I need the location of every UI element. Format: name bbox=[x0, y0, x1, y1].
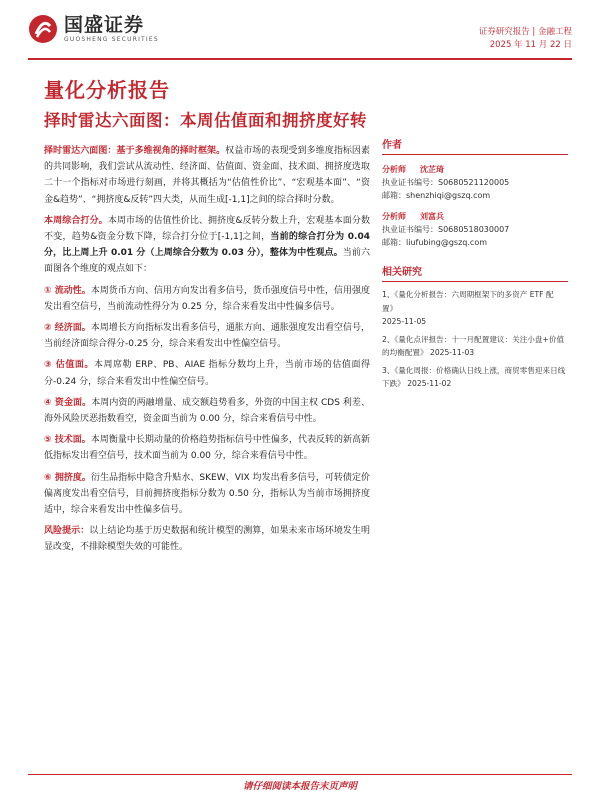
analyst-name: 刘富兵 bbox=[420, 212, 444, 221]
sidebar bbox=[382, 136, 568, 395]
author-heading: 作者 bbox=[382, 136, 568, 155]
footer-rule bbox=[28, 774, 572, 775]
related-list bbox=[382, 288, 568, 391]
analyst-license: 执业证书编号：S0680518030007 bbox=[382, 225, 510, 234]
paragraph-technical: ⑤ 技术面。本周衡量中长期动量的价格趋势指标信号中性偏多，代表反转的新高新低指标发出看空信号，技术面当前为 0.00 分，综合来看信号中性。 bbox=[44, 435, 370, 462]
header-meta bbox=[479, 26, 572, 52]
paragraph-crowding: ⑥ 拥挤度。衍生品指标中隐含升贴水、SKEW、VIX 均发出看多信号，可转债定价偏离度发出看空信号，目前拥挤度指标分数为 0.50 分，指标认为当前市场拥挤度适中，综合来看发出中性偏多信号。 bbox=[44, 472, 370, 516]
report-date: 2025 年 11 月 22 日 bbox=[489, 40, 572, 50]
related-heading: 相关研究 bbox=[382, 263, 568, 282]
doc-type: 量化分析报告 bbox=[44, 78, 170, 102]
related-item[interactable]: 3、《量化周报：价格确认日线上涨，商贸零售迎来日线下跌》 2025-11-02 bbox=[382, 365, 566, 388]
related-item[interactable]: 1、《量化分析报告：六周期框架下的多资产 ETF 配置》 2025-11-05 bbox=[382, 290, 554, 326]
analyst-license: 执业证书编号：S0680521120005 bbox=[382, 178, 510, 187]
footer-disclaimer: 请仔细阅读本报告末页声明 bbox=[242, 781, 357, 792]
analyst-block: 分析师 刘富兵 执业证书编号：S0680518030007 邮箱：liufubing@gszq.com bbox=[382, 210, 568, 249]
related-item[interactable]: 2、《量化点评报告：十一月配置建议：关注小盘+价值的均衡配置》 2025-11-03 bbox=[382, 334, 565, 357]
logo-cn: 国盛证券 bbox=[64, 14, 145, 36]
logo-en: GUOSHENG SECURITIES bbox=[64, 36, 159, 43]
header-rule bbox=[28, 58, 572, 60]
main-body bbox=[44, 143, 370, 561]
paragraph-valuation: ③ 估值面。本周席勒 ERP、PB、AIAE 指标分数均上升，当前市场的估值面得分-0.24 分，综合来看发出中性偏空信号。 bbox=[44, 360, 370, 387]
page-title: 择时雷达六面图：本周估值面和拥挤度好转 bbox=[44, 111, 367, 130]
paragraph-liquidity: ① 流动性。本周货币方向、信用方向发出看多信号，货币强度信号中性，信用强度发出看空信号，当前流动性得分为 0.25 分，综合来看发出中性偏多信号。 bbox=[44, 285, 370, 312]
analyst-email[interactable]: 邮箱：shenzhiqi@gszq.com bbox=[382, 191, 491, 200]
paragraph-risk: 风险提示：以上结论均基于历史数据和统计模型的测算，如果未来市场环境发生明显改变，不排除模型失效的可能性。 bbox=[44, 526, 370, 553]
guosheng-logo-icon bbox=[28, 14, 58, 44]
paragraph-economy: ② 经济面。本周增长方向指标发出看多信号，通胀方向、通胀强度发出看空信号，当前经济面综合得分-0.25 分，综合来看发出中性偏空信号。 bbox=[44, 323, 370, 350]
analyst-name: 沈芷琦 bbox=[420, 165, 444, 174]
report-category: 证券研究报告 | 金融工程 bbox=[478, 27, 572, 37]
paragraph-score: 本周综合打分。本周市场的估值性价比、拥挤度&反转分数上升，宏观基本面分数不变，趋势&资金分数下降，综合打分位于[-1,1]之间，当前的综合打分为 0.04 分，比上周上升 0.01 分（上周综合分数为 0.03 分），整体为中性观点。当前六面图各个维度的观点如下： bbox=[44, 215, 370, 275]
paragraph-funds: ④ 资金面。本周内资的两融增量、成交额趋势看多，外资的中国主权 CDS 利差、海外风险厌恶指数看空，资金面当前为 0.00 分，综合来看信号中性。 bbox=[44, 397, 370, 425]
company-logo bbox=[28, 14, 159, 44]
analyst-block: 分析师 沈芷琦 执业证书编号：S0680521120005 邮箱：shenzhiqi@gszq.com bbox=[382, 163, 568, 202]
paragraph-framework: 择时雷达六面图：基于多维视角的择时框架。权益市场的表现受到多维度指标因素的共同影响，我们尝试从流动性、经济面、估值面、资金面、技术面、拥挤度选取二十一个指标对市场进行刻画，并将其概括为“估值性价比”、“宏观基本面”、“资金&趋势”、“拥挤度&反转”四大类，从而生成[-1,1]之间的综合择时分数。 bbox=[44, 146, 370, 205]
analyst-email[interactable]: 邮箱：liufubing@gszq.com bbox=[382, 238, 488, 247]
